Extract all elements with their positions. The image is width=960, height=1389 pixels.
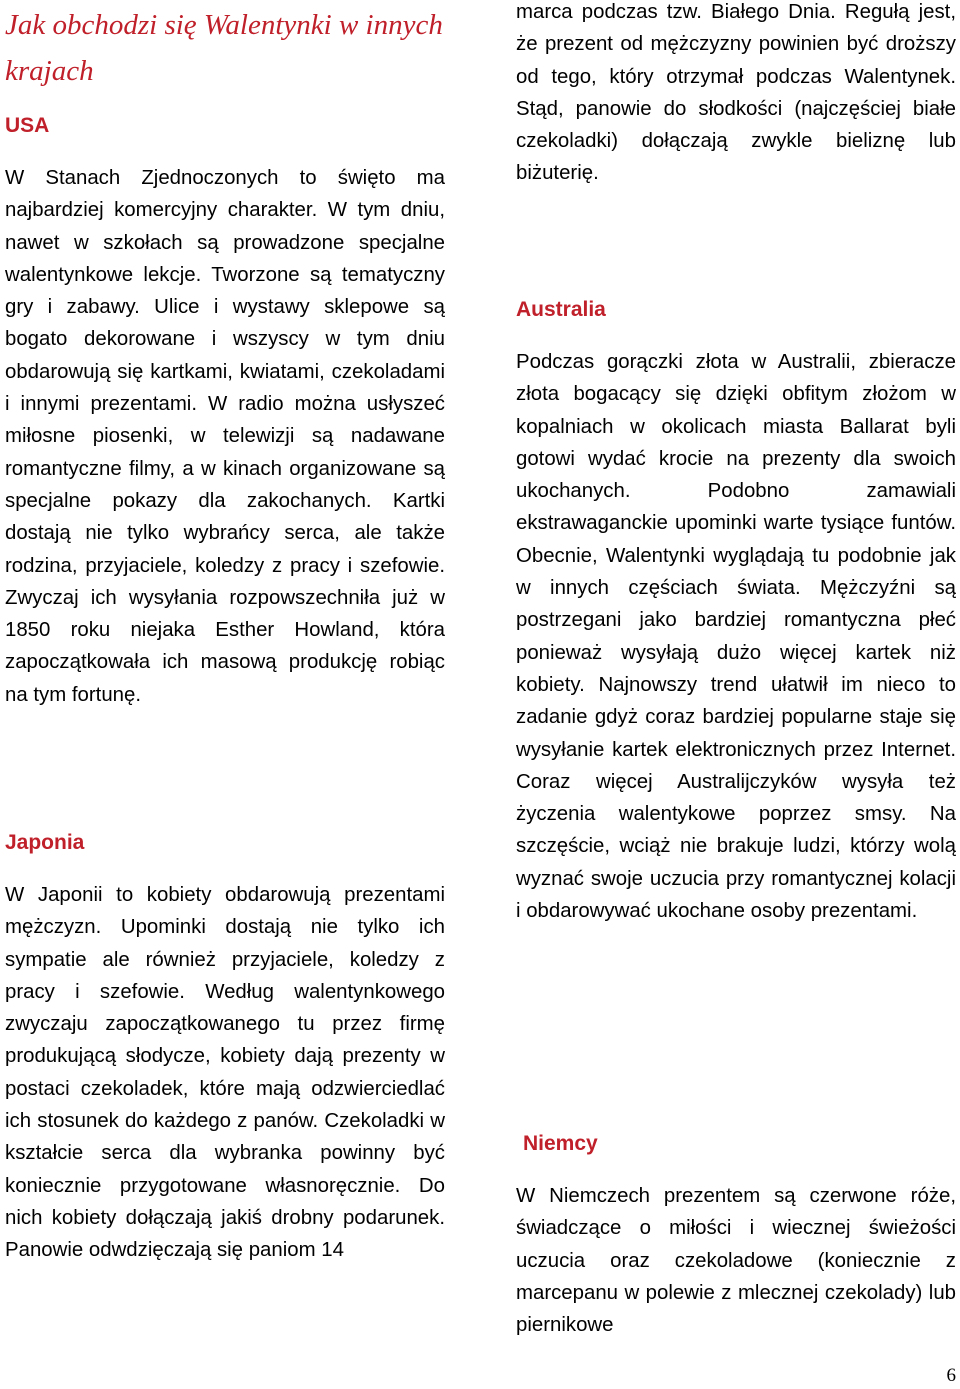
page-number: 6 bbox=[946, 1365, 956, 1386]
section-text-japonia: W Japonii to kobiety obdarowują prezentami mężczyzn. Upominki dostają nie tylko ich sympatie ale również przyjaciele, koledzy z pracy i szefowie. Według walentynkowego zwyczaju zapoczątkowanego tu przez firmę produkującą słodycze, kobiety dają prezenty w postaci czekoladek, które mają odzwierciedlać ich stosunek do każdego z panów. Czekoladki w kształcie serca dla wybranka powinny być koniecznie przygotowane własnoręcznie. Do nich kobiety dołączają jakiś drobny podarunek. Panowie odwdzięczają się paniom 14 bbox=[5, 884, 445, 1262]
section-text-niemcy: W Niemczech prezentem są czerwone róże, świadczące o miłości i wiecznej świeżości uczucia oraz czekoladowe (koniecznie z marcepanu w polewie z mlecznej czekolady) lub piernikowe bbox=[516, 1185, 956, 1337]
section-heading-usa: USA bbox=[5, 114, 50, 137]
section-text-usa: W Stanach Zjednoczonych to święto ma najbardziej komercyjny charakter. W tym dniu, nawet w szkołach są prowadzone specjalne walentynkowe lekcje. Tworzone są tematyczny gry i zabawy. Ulice i wystawy sklepowe są bogato dekorowane i wszyscy w tym dniu obdarowują się kartkami, kwiatami, czekoladami i innymi prezentami. W radio można usłyszeć miłosne piosenki, w telewizji są nadawane romantyczne filmy, a w kinach organizowane są specjalne pokazy dla zakochanych. Kartki dostają nie tylko wybrańcy serca, ale także rodzina, przyjaciele, koledzy z pracy i szefowie. Zwyczaj ich wysyłania rozpowszechniła już w 1850 roku niejaka Esther Howland, która zapoczątkowała ich masową produkcję robiąc na tym fortunę. bbox=[5, 167, 445, 706]
section-text-japonia-continued: marca podczas tzw. Białego Dnia. Regułą jest, że prezent od mężczyzny powinien być droższy od tego, który otrzymał podczas Walentynek. Stąd, panowie do słodkości (najczęściej białe czekoladki) dołączają zwykle bieliznę lub biżuterię. bbox=[516, 1, 956, 185]
section-text-australia: Podczas gorączki złota w Australii, zbieracze złota bogacący się dzięki obfitym złożom w kopalniach w okolicach miasta Ballarat byli gotowi wydać krocie na prezenty dla swoich ukochanych. Podobno zamawiali ekstrawaganckie upominki warte tysiące funtów. Obecnie, Walentynki wyglądają tu podobnie jak w innych częściach świata. Mężczyźni są postrzegani jako bardziej romantyczna płeć ponieważ wysyłają dużo więcej kartek niż kobiety. Najnowszy trend ułatwił im nieco to zadanie gdyż coraz bardziej popularne staje się wysyłanie kartek elektronicznych przez Internet. Coraz więcej Australijczyków wysyła też życzenia walentykowe poprzez smsy. Na szczęście, wciąż nie brakuje ludzi, którzy wolą wyznać swoje uczucia przy romantycznej kolacji i obdarowywać ukochane osoby prezentami. bbox=[516, 351, 956, 923]
section-heading-australia: Australia bbox=[516, 298, 606, 321]
section-heading-japonia: Japonia bbox=[5, 831, 85, 854]
section-heading-niemcy: Niemcy bbox=[523, 1132, 598, 1155]
page-title: Jak obchodzi się Walentynki w innych krajach bbox=[5, 9, 443, 87]
